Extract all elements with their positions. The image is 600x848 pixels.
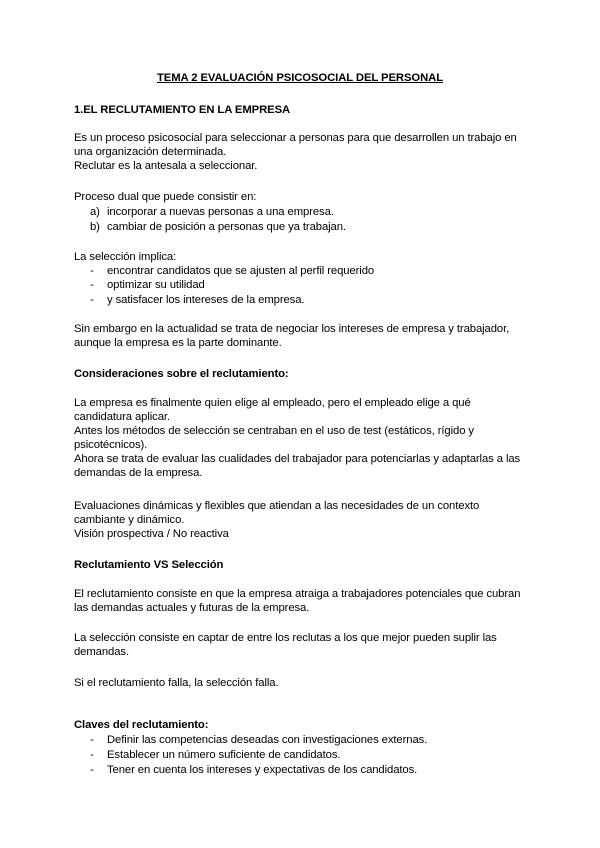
- text-line: Evaluaciones dinámicas y flexibles que atiendan a las necesidades de un contexto: [74, 500, 480, 512]
- section-heading: 1.EL RECLUTAMIENTO EN LA EMPRESA: [74, 104, 291, 116]
- list-marker: -: [90, 265, 94, 277]
- list-marker: b): [90, 221, 100, 233]
- section-heading: Claves del reclutamiento:: [74, 719, 209, 731]
- document-title: TEMA 2 EVALUACIÓN PSICOSOCIAL DEL PERSONAL: [157, 72, 443, 84]
- text-line: El reclutamiento consiste en que la empresa atraiga a trabajadores potenciales que cubran: [74, 588, 521, 600]
- list-item: [90, 733, 427, 747]
- list-item-text: Definir las competencias deseadas con investigaciones externas.: [107, 734, 428, 746]
- section-heading: Consideraciones sobre el reclutamiento:: [74, 368, 289, 380]
- list-item: [90, 205, 334, 219]
- text-line: Es un proceso psicosocial para seleccionar a personas para que desarrollen un trabajo en: [74, 132, 517, 144]
- list-item: [90, 293, 304, 307]
- text-line: Ahora se trata de evaluar las cualidades del trabajador para potenciarlas y adaptarlas a las: [74, 453, 521, 465]
- reclutamiento-paragraph: [74, 587, 534, 615]
- text-line: cambiante y dinámico.: [74, 514, 185, 526]
- intro-paragraph: [74, 131, 534, 173]
- text-line: La empresa es finalmente quien elige al empleado, pero el empleado elige a qué: [74, 397, 471, 409]
- list-item: [90, 264, 374, 278]
- list-marker: -: [90, 294, 94, 306]
- falla-paragraph: [74, 676, 534, 690]
- list-item-text: Tener en cuenta los intereses y expectativas de los candidatos.: [107, 764, 418, 776]
- evaluaciones-paragraph: [74, 499, 534, 541]
- consideraciones-paragraph: [74, 396, 534, 480]
- text-line: psicotécnicos).: [74, 439, 148, 451]
- list-marker: -: [90, 734, 94, 746]
- section-heading: Reclutamiento VS Selección: [74, 559, 224, 571]
- text-line: Sin embargo en la actualidad se trata de negociar los intereses de empresa y trabajador,: [74, 323, 510, 335]
- list-marker: -: [90, 749, 94, 761]
- text-line: Reclutar es la antesala a seleccionar.: [74, 160, 258, 172]
- text-line: aunque la empresa es la parte dominante.: [74, 337, 282, 349]
- list-item-text: cambiar de posición a personas que ya trabajan.: [107, 221, 346, 233]
- list-item-text: encontrar candidatos que se ajusten al perfil requerido: [107, 265, 375, 277]
- text-line: Si el reclutamiento falla, la selección falla.: [74, 677, 279, 689]
- list-item: [90, 278, 205, 292]
- seleccion-paragraph: [74, 631, 534, 659]
- text-line: demandas.: [74, 646, 129, 658]
- list-item-text: Establecer un número suficiente de candidatos.: [107, 749, 341, 761]
- text-line: Visión prospectiva / No reactiva: [74, 528, 229, 540]
- text-line: La selección implica:: [74, 251, 177, 263]
- list-item: [90, 748, 340, 762]
- list-item-text: optimizar su utilidad: [107, 279, 205, 291]
- text-line: Proceso dual que puede consistir en:: [74, 191, 257, 203]
- list-item-text: y satisfacer los intereses de la empresa.: [107, 294, 305, 306]
- list-item: [90, 763, 417, 777]
- list-item: [90, 220, 346, 234]
- list-marker: -: [90, 279, 94, 291]
- text-line: candidatura aplicar.: [74, 411, 170, 423]
- text-line: las demandas actuales y futuras de la empresa.: [74, 602, 310, 614]
- text-line: La selección consiste en captar de entre los reclutas a los que mejor pueden suplir las: [74, 632, 497, 644]
- text-line: una organización determinada.: [74, 146, 227, 158]
- text-line: Antes los métodos de selección se centraban en el uso de test (estáticos, rígido y: [74, 425, 474, 437]
- list-marker: -: [90, 764, 94, 776]
- sin-embargo-paragraph: [74, 322, 534, 350]
- dual-intro: [74, 190, 534, 204]
- text-line: demandas de la empresa.: [74, 467, 203, 479]
- seleccion-intro: [74, 250, 534, 264]
- list-marker: a): [90, 206, 100, 218]
- list-item-text: incorporar a nuevas personas a una empresa.: [107, 206, 334, 218]
